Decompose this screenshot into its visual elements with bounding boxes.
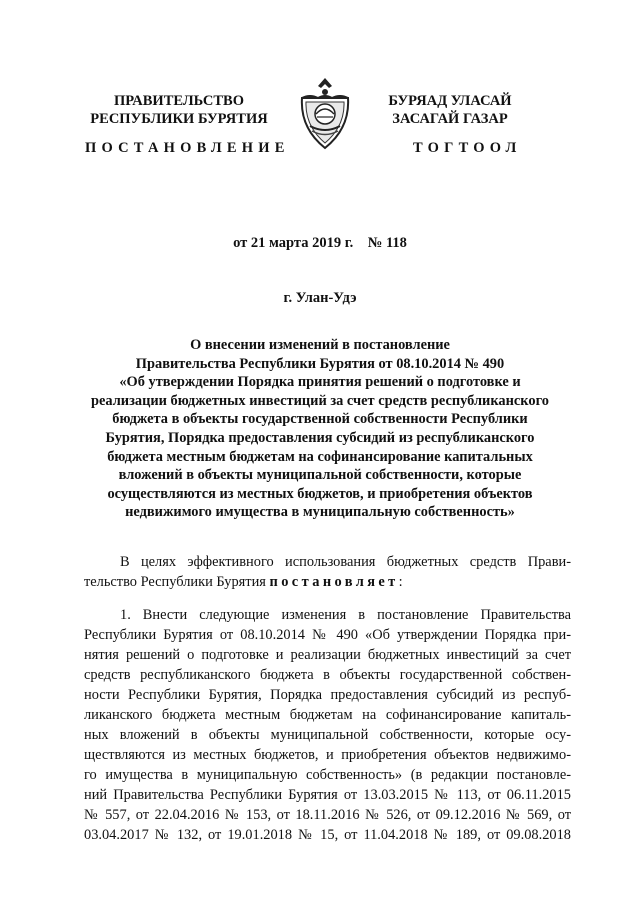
city: г. Улан-Удэ — [283, 290, 357, 306]
paragraph-line: № 557, от 22.04.2016 № 153, от 18.11.2016 № 526, от 09.12.2016 № 569, от — [84, 807, 571, 823]
paragraph-line: ликанского бюджета местным бюджетам на софинансирование капиталь- — [84, 707, 571, 723]
header-left-line: РЕСПУБЛИКИ БУРЯТИЯ — [90, 111, 268, 127]
doc-type-russian: ПОСТАНОВЛЕНИЕ — [85, 140, 290, 156]
preamble-colon: : — [398, 574, 403, 590]
preamble-line — [84, 572, 571, 592]
paragraph-line: ний Правительства Республики Бурятия от 13.03.2015 № 113, от 06.11.2015 — [84, 787, 571, 803]
paragraph-line: 1. Внести следующие изменения в постановление Правительства — [120, 607, 571, 623]
header-left-authority — [84, 92, 274, 128]
doc-type-buryat: ТОГТООЛ — [413, 140, 522, 156]
title-line: бюджета в объекты государственной собственности Республики — [112, 411, 528, 428]
title-line: реализации бюджетных инвестиций за счет средств республиканского — [91, 392, 549, 409]
title-line: Бурятия, Порядка предоставления субсидий из республиканского — [105, 429, 535, 446]
paragraph-line: нятия решений о подготовке и реализации бюджетных инвестиций за счет — [84, 647, 571, 663]
header-right-line: ЗАСАГАЙ ГАЗАР — [392, 111, 508, 127]
paragraph-1 — [84, 605, 571, 845]
title-line: «Об утверждении Порядка принятия решений о подготовке и — [119, 374, 521, 391]
coat-of-arms-emblem — [296, 76, 354, 152]
title-line: О внесении изменений в постановление — [190, 337, 450, 353]
header-right-line: БУРЯАД УЛАСАЙ — [388, 93, 512, 109]
paragraph-line: ществляются из местных бюджетов, и приобретения объектов недвижимо- — [84, 747, 571, 763]
title-line: осуществляются из местных бюджетов, и приобретения объектов — [107, 485, 533, 502]
title-line: Правительства Республики Бурятия от 08.10.2014 № 490 — [135, 355, 505, 372]
preamble-paragraph — [84, 552, 571, 592]
paragraph-line: Республики Бурятия от 08.10.2014 № 490 «Об утверждении Порядка при- — [84, 627, 571, 643]
title-line: бюджета местным бюджетам на софинансирование капитальных — [107, 448, 533, 465]
paragraph-line: го имущества в муниципальную собственность» (в редакции постановле- — [84, 767, 571, 783]
paragraph-line: ных вложений в объекты муниципальной собственности, которые осу- — [84, 727, 571, 743]
preamble-text: тельство Республики Бурятия — [84, 574, 270, 590]
paragraph-line: средств республиканского бюджета в объекты государственной собствен- — [84, 667, 571, 683]
date-and-number: от 21 марта 2019 г. № 118 — [233, 235, 407, 251]
paragraph-line: 03.04.2017 № 132, от 19.01.2018 № 15, от 11.04.2018 № 189, от 09.08.2018 — [84, 827, 571, 843]
document-title — [80, 336, 560, 522]
header-right-authority — [370, 92, 530, 128]
title-line: недвижимого имущества в муниципальную собственность» — [125, 504, 515, 521]
title-line: вложений в объекты муниципальной собственности, которые — [118, 467, 522, 484]
header-left-line: ПРАВИТЕЛЬСТВО — [114, 93, 244, 109]
resolves-word: постановляет — [269, 574, 399, 590]
preamble-line: В целях эффективного использования бюджетных средств Прави- — [120, 554, 571, 570]
paragraph-line: ности Республики Бурятия, Порядка предоставления субсидий из респуб- — [84, 687, 571, 703]
